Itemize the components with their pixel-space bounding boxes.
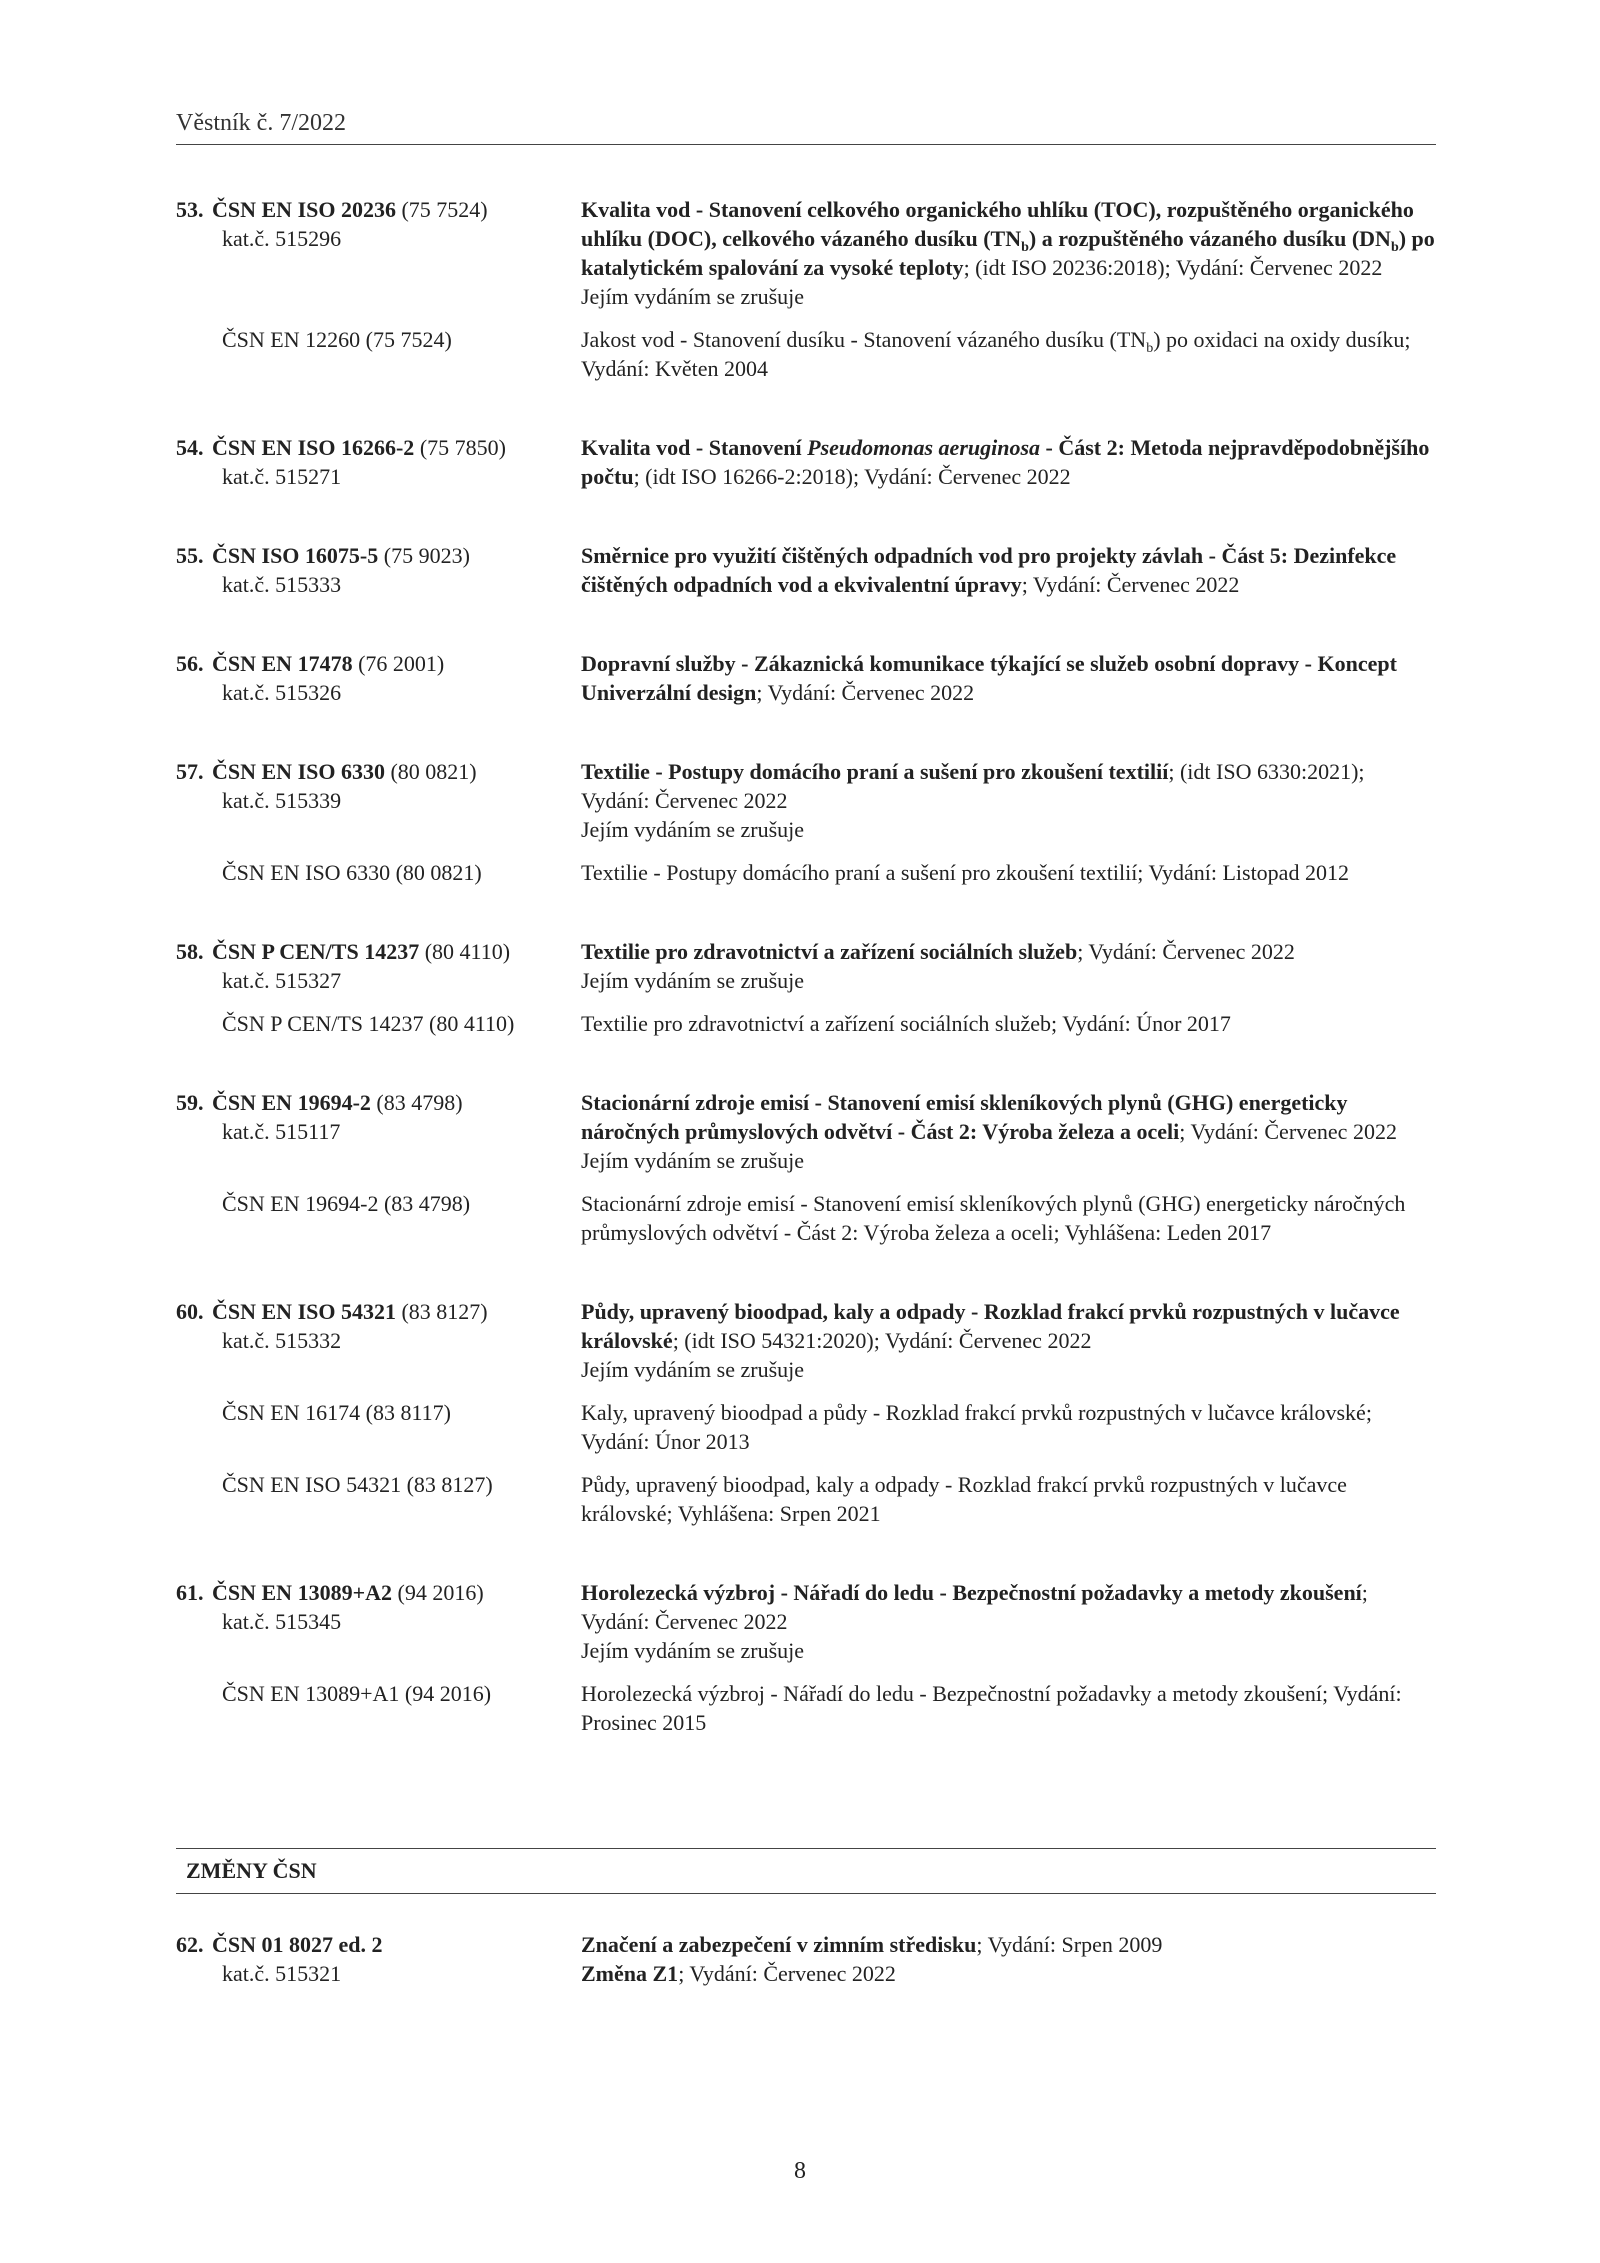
page-header (176, 108, 1436, 145)
replaced-code: ČSN EN 13089+A1 (94 2016) (222, 1681, 492, 1706)
replaced-code: ČSN EN ISO 6330 (80 0821) (222, 860, 482, 885)
change-details: ; Vydání: Červenec 2022 (678, 1961, 896, 1986)
standard-title: Textilie - Postupy domácího praní a sušení pro zkoušení textilií (581, 759, 1169, 784)
entry-number: 57. (176, 759, 204, 784)
standard-class: (75 7850) (414, 435, 506, 460)
standard-entry-56 (176, 649, 1436, 707)
catalog-number: kat.č. 515327 (222, 968, 342, 993)
replaced-title: Půdy, upravený bioodpad, kaly a odpady - Rozklad frakcí prvků rozpustných v lučavce královské; Vyhlášena: Srpen 2021 (581, 1472, 1347, 1526)
standard-class: (80 4110) (419, 939, 511, 964)
replaced-title: Textilie - Postupy domácího praní a sušení pro zkoušení textilií; Vydání: Listopad 2012 (581, 860, 1349, 885)
standard-title: Kvalita vod - Stanovení celkového organického uhlíku (TOC), rozpuštěného organického uhlíku (DOC), celkového vázaného dusíku $(TN_b)$ a rozpuštěného vázaného dusíku $(DN_b)$ po katalytickém spalování za vysoké teploty (581, 197, 1435, 280)
standard-class: (75 7524) (395, 197, 488, 222)
standard-code: ČSN EN ISO 6330 (212, 759, 385, 784)
standard-details: ; (idt ISO 16266-2:2018); Vydání: Červenec 2022 (633, 464, 1071, 489)
replaced-code: ČSN EN ISO 54321 (83 8127) (222, 1472, 493, 1497)
standard-class: (83 4798) (370, 1090, 463, 1115)
catalog-number: kat.č. 515345 (222, 1609, 342, 1634)
catalog-number: kat.č. 515339 (222, 788, 342, 813)
replaced-title: Kaly, upravený bioodpad a půdy - Rozklad frakcí prvků rozpustných v lučavce královské; Vydání: Únor 2013 (581, 1400, 1372, 1454)
replaced-code: ČSN EN 19694-2 (83 4798) (222, 1191, 471, 1216)
standard-code: ČSN EN ISO 20236 (212, 197, 396, 222)
entry-number: 61. (176, 1580, 204, 1605)
section-heading (176, 1848, 1436, 1894)
standards-list (176, 195, 1436, 1787)
replaced-title: Stacionární zdroje emisí - Stanovení emisí skleníkových plynů (GHG) energeticky náročných průmyslových odvětví - Část 2: Výroba železa a oceli; Vyhlášena: Leden 2017 (581, 1191, 1406, 1245)
standard-code: ČSN EN ISO 54321 (212, 1299, 396, 1324)
entry-number: 53. (176, 197, 204, 222)
replaced-code: ČSN EN 12260 (75 7524) (222, 327, 452, 352)
page-number: 8 (794, 2158, 806, 2184)
cancel-note: Jejím vydáním se zrušuje (581, 1357, 805, 1382)
standard-details: ; Vydání: Červenec 2022 (1077, 939, 1295, 964)
standard-title: Horolezecká výzbroj - Nářadí do ledu - Bezpečnostní požadavky a metody zkoušení (581, 1580, 1362, 1605)
standard-title: Kvalita vod - Stanovení Pseudomonas aeruginosa - Část 2: Metoda nejpravděpodobnějšího počtu (581, 435, 1430, 489)
catalog-number: kat.č. 515332 (222, 1328, 342, 1353)
catalog-number: kat.č. 515333 (222, 572, 342, 597)
standard-details: ; (idt ISO 6330:2021); Vydání: Červenec 2022 (581, 759, 1365, 813)
standard-details: ; Vydání: Červenec 2022 (756, 680, 975, 705)
standard-entry-57 (176, 757, 1436, 887)
standard-title: Značení a zabezpečení v zimním středisku (581, 1932, 977, 1957)
replaced-title: Horolezecká výzbroj - Nářadí do ledu - Bezpečnostní požadavky a metody zkoušení; Vydání: Prosinec 2015 (581, 1681, 1402, 1735)
standard-entry-58 (176, 937, 1436, 1038)
entry-number: 62. (176, 1932, 204, 1957)
entry-number: 55. (176, 543, 204, 568)
catalog-number: kat.č. 515321 (222, 1961, 342, 1986)
standard-entry-55 (176, 541, 1436, 599)
standard-class: (83 8127) (395, 1299, 488, 1324)
cancel-note: Jejím vydáním se zrušuje (581, 968, 805, 993)
standard-class: (75 9023) (378, 543, 470, 568)
cancel-note: Jejím vydáním se zrušuje (581, 1638, 805, 1663)
standard-code: ČSN EN 13089+A2 (212, 1580, 392, 1605)
standard-title: Textilie pro zdravotnictví a zařízení sociálních služeb (581, 939, 1078, 964)
standard-code: ČSN 01 8027 ed. 2 (212, 1932, 383, 1957)
standard-details: ; Vydání: Srpen 2009 (976, 1932, 1163, 1957)
entry-number: 60. (176, 1299, 204, 1324)
catalog-number: kat.č. 515296 (222, 226, 342, 251)
cancel-note: Jejím vydáním se zrušuje (581, 817, 805, 842)
standard-entry-61 (176, 1578, 1436, 1737)
entry-number: 59. (176, 1090, 204, 1115)
standard-class: (76 2001) (352, 651, 445, 676)
replaced-title: Jakost vod - Stanovení dusíku - Stanovení vázaného dusíku $(TN_b)$ po oxidaci na oxidy dusíku; Vydání: Květen 2004 (581, 327, 1411, 381)
standard-details: ; Vydání: Červenec 2022 (1021, 572, 1240, 597)
standard-entry-53 (176, 195, 1436, 383)
replaced-title: Textilie pro zdravotnictví a zařízení sociálních služeb; Vydání: Únor 2017 (581, 1011, 1231, 1036)
standard-entry-59 (176, 1088, 1436, 1247)
standard-title: Směrnice pro využití čištěných odpadních vod pro projekty závlah - Část 5: Dezinfekce čištěných odpadních vod a ekvivalentní úpravy (581, 543, 1397, 597)
journal-title: Věstník č. 7/2022 (176, 110, 346, 136)
catalog-number: kat.č. 515326 (222, 680, 342, 705)
standard-class: (94 2016) (392, 1580, 484, 1605)
standard-title: Stacionární zdroje emisí - Stanovení emisí skleníkových plynů (GHG) energeticky náročných průmyslových odvětví - Část 2: Výroba železa a oceli (581, 1090, 1348, 1144)
change-entry-62 (176, 1930, 1436, 1988)
standard-code: ČSN P CEN/TS 14237 (212, 939, 420, 964)
replaced-code: ČSN P CEN/TS 14237 (80 4110) (222, 1011, 515, 1036)
replaced-code: ČSN EN 16174 (83 8117) (222, 1400, 451, 1425)
standard-code: ČSN EN ISO 16266-2 (212, 435, 415, 460)
standard-entry-60 (176, 1297, 1436, 1528)
page-footer (0, 2158, 1600, 2185)
changes-list (176, 1930, 1436, 2038)
catalog-number: kat.č. 515117 (222, 1119, 341, 1144)
standard-class: (80 0821) (384, 759, 477, 784)
entry-number: 58. (176, 939, 204, 964)
standard-title: Dopravní služby - Zákaznická komunikace týkající se služeb osobní dopravy - Koncept Univerzální design (581, 651, 1397, 705)
standard-entry-54 (176, 433, 1436, 491)
standard-details: ; (idt ISO 20236:2018); Vydání: Červenec 2022 (963, 255, 1383, 280)
cancel-note: Jejím vydáním se zrušuje (581, 284, 805, 309)
standard-details: ; Vydání: Červenec 2022 (581, 1580, 1368, 1634)
standard-title: Půdy, upravený bioodpad, kaly a odpady - Rozklad frakcí prvků rozpustných v lučavce královské (581, 1299, 1400, 1353)
catalog-number: kat.č. 515271 (222, 464, 342, 489)
change-label: Změna Z1 (581, 1961, 679, 1986)
standard-code: ČSN ISO 16075-5 (212, 543, 379, 568)
cancel-note: Jejím vydáním se zrušuje (581, 1148, 805, 1173)
entry-number: 56. (176, 651, 204, 676)
standard-code: ČSN EN 17478 (212, 651, 353, 676)
standard-details: ; (idt ISO 54321:2020); Vydání: Červenec 2022 (672, 1328, 1092, 1353)
standard-details: ; Vydání: Červenec 2022 (1179, 1119, 1397, 1144)
standard-code: ČSN EN 19694-2 (212, 1090, 371, 1115)
section-title: ZMĚNY ČSN (186, 1858, 317, 1883)
entry-number: 54. (176, 435, 204, 460)
